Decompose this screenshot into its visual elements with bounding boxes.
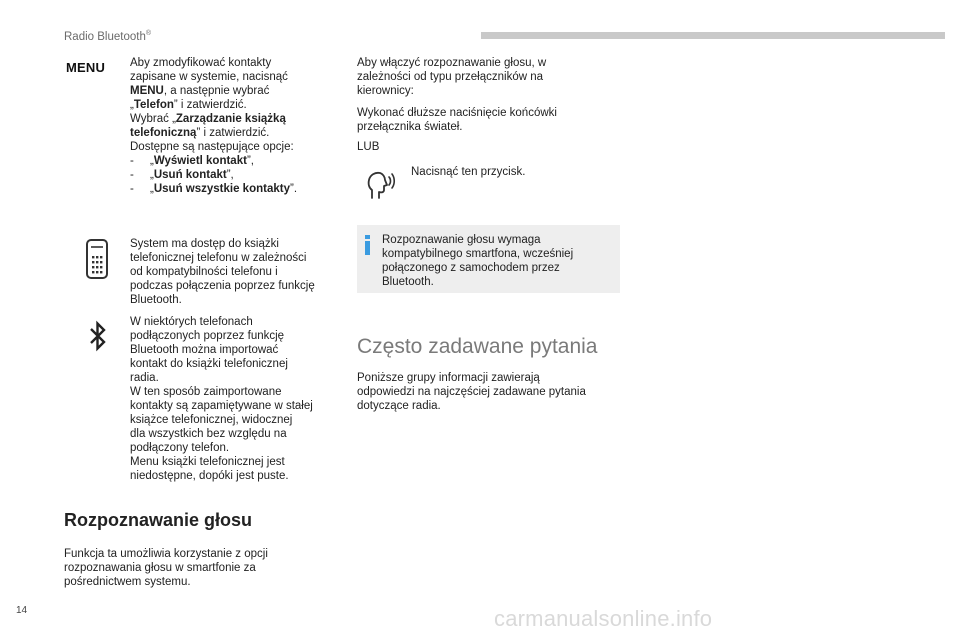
header-rule	[481, 32, 945, 39]
info-icon	[365, 235, 370, 255]
press-button-text: Nacisnąć ten przycisk.	[411, 166, 526, 178]
bluetooth-icon	[89, 320, 107, 352]
voice-section-heading: Rozpoznawanie głosu	[64, 510, 253, 530]
faq-body: Poniższe grupy informacji zawierają odpowiedzi na najczęściej zadawane pytania dotyczące radia.	[357, 372, 586, 412]
page-number: 14	[16, 605, 28, 616]
watermark: carmanualsonline.info	[494, 606, 713, 631]
voice-command-icon	[366, 168, 396, 202]
voice-activate-step: Wykonać dłuższe naciśnięcie końcówki przełącznika świateł.	[357, 107, 557, 133]
running-header: Radio Bluetooth®	[64, 30, 152, 43]
phone-keypad-icon	[84, 238, 110, 280]
option-item: - „Usuń wszystkie kontakty”.	[130, 183, 298, 195]
menu-button-icon: MENU	[66, 60, 106, 75]
bluetooth-note: W niektórych telefonach podłączonych poprzez funkcję Bluetooth można importować kontakt do książki telefonicznej radia. W ten sposób zaimportowane kontakty są zapamiętywane w stałej książce telefonicznej, widocznej dla wszystkich bez względu na podłączony telefon. Menu książki telefonicznej jest niedostępne, dopóki jest puste.	[130, 316, 313, 482]
faq-heading: Często zadawane pytania	[357, 335, 598, 358]
info-box	[357, 225, 620, 293]
option-item: - „Usuń kontakt”,	[130, 169, 234, 181]
option-item: - „Wyświetl kontakt”,	[130, 155, 254, 167]
voice-activate-intro: Aby włączyć rozpoznawanie głosu, w zależności od typu przełączników na kierownicy:	[357, 57, 547, 97]
info-box-text: Rozpoznawanie głosu wymaga kompatybilnego smartfona, wcześniej połączonego z samochodem przez Bluetooth.	[382, 234, 574, 288]
or-label: LUB	[357, 141, 380, 153]
voice-section-body: Funkcja ta umożliwia korzystanie z opcji rozpoznawania głosu w smartfonie za pośrednictwem systemu.	[64, 548, 268, 588]
phonebook-note: System ma dostęp do książki telefonicznej telefonu w zależności od kompatybilności telefonu i podczas połączenia poprzez funkcję Bluetooth.	[130, 238, 315, 306]
modify-contacts-text: Aby zmodyfikować kontakty zapisane w systemie, nacisnąć MENU, a następnie wybrać „Telefon” i zatwierdzić. Wybrać „Zarządzanie książką telefoniczną” i zatwierdzić. Dostępne są następujące opcje: - „Wyświetl kontakt”, - „Usuń kontakt”, - „Usuń wszystkie kontakty”.	[130, 56, 340, 196]
